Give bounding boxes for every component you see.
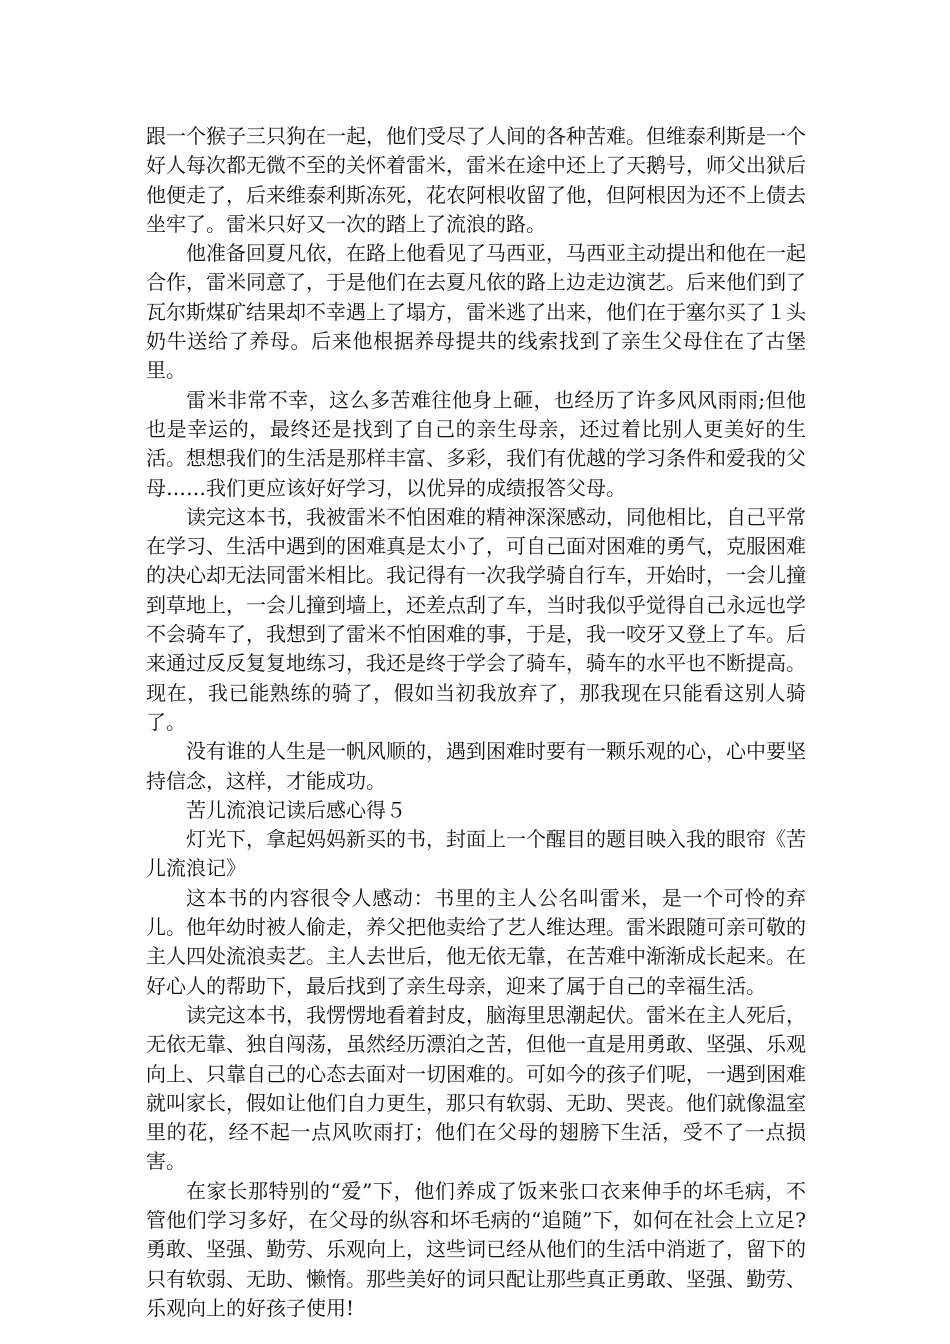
paragraph: 这本书的内容很令人感动：书里的主人公名叫雷米，是一个可怜的弃儿。他年幼时被人偷走，养父把他卖给了艺人维达理。雷米跟随可亲可敬的主人四处流浪卖艺。主人去世后，他无依无靠，在苦难中渐渐成长起来。在好心人的帮助下，最后找到了亲生母亲，迎来了属于自己的幸福生活。 bbox=[146, 885, 806, 998]
paragraph-continued: 跟一个猴子三只狗在一起，他们受尽了人间的各种苦难。但维泰利斯是一个好人每次都无微不至的关怀着雷米，雷米在途中还上了天鹅号，师父出狱后他便走了，后来维泰利斯冻死，花农阿根收留了他，但阿根因为还不上债去坐牢了。雷米只好又一次的踏上了流浪的路。 bbox=[146, 124, 806, 236]
paragraph: 没有谁的人生是一帆风顺的，遇到困难时要有一颗乐观的心，心中要坚持信念，这样，才能成功。 bbox=[146, 739, 806, 793]
paragraph: 雷米非常不幸，这么多苦难往他身上砸，也经历了许多风风雨雨;但他也是幸运的，最终还是找到了自己的亲生母亲，还过着比别人更美好的生活。想想我们的生活是那样丰富、多彩，我们有优越的学习条件和爱我的父母……我们更应该好好学习，以优异的成绩报答父母。 bbox=[146, 387, 806, 500]
paragraph: 灯光下，拿起妈妈新买的书，封面上一个醒目的题目映入我的眼帘《苦儿流浪记》 bbox=[146, 827, 806, 881]
paragraph: 在家长那特别的“爱”下，他们养成了饭来张口衣来伸手的坏毛病，不管他们学习多好，在父母的纵容和坏毛病的“追随”下，如何在社会上立足?勇敢、坚强、勤劳、乐观向上，这些词已经从他们的生活中消逝了，留下的只有软弱、无助、懒惰。那些美好的词只配让那些真正勇敢、坚强、勤劳、乐观向上的好孩子使用! bbox=[146, 1178, 806, 1320]
section-heading: 苦儿流浪记读后感心得５ bbox=[186, 797, 406, 822]
paragraph: 读完这本书，我被雷米不怕困难的精神深深感动，同他相比，自己平常在学习、生活中遇到的困难真是太小了，可自己面对困难的勇气，克服困难的决心却无法同雷米相比。我记得有一次我学骑自行车，开始时，一会儿撞到草地上，一会儿撞到墙上，还差点刮了车，当时我似乎觉得自己永远也学不会骑车了，我想到了雷米不怕困难的事，于是，我一咬牙又登上了车。后来通过反反复复地练习，我还是终于学会了骑车，骑车的水平也不断提高。现在，我已能熟练的骑了，假如当初我放弃了，那我现在只能看这别人骑了。 bbox=[146, 504, 806, 734]
document-page bbox=[146, 122, 806, 1323]
paragraph: 他准备回夏凡依，在路上他看见了马西亚，马西亚主动提出和他在一起合作，雷米同意了，于是他们在去夏凡依的路上边走边演艺。后来他们到了瓦尔斯煤矿结果却不幸遇上了塌方，雷米逃了出来，他们在于塞尔买了１头奶牛送给了养母。后来他根据养母提共的线索找到了亲生父母住在了古堡里。 bbox=[146, 241, 806, 383]
paragraph: 读完这本书，我愣愣地看着封皮，脑海里思潮起伏。雷米在主人死后，无依无靠、独自闯荡，虽然经历漂泊之苦，但他一直是用勇敢、坚强、乐观向上、只靠自己的心态去面对一切困难的。可如今的孩子们呢，一遇到困难就叫家长，假如让他们自力更生，那只有软弱、无助、哭丧。他们就像温室里的花，经不起一点风吹雨打；他们在父母的翅膀下生活，受不了一点损害。 bbox=[146, 1002, 806, 1174]
